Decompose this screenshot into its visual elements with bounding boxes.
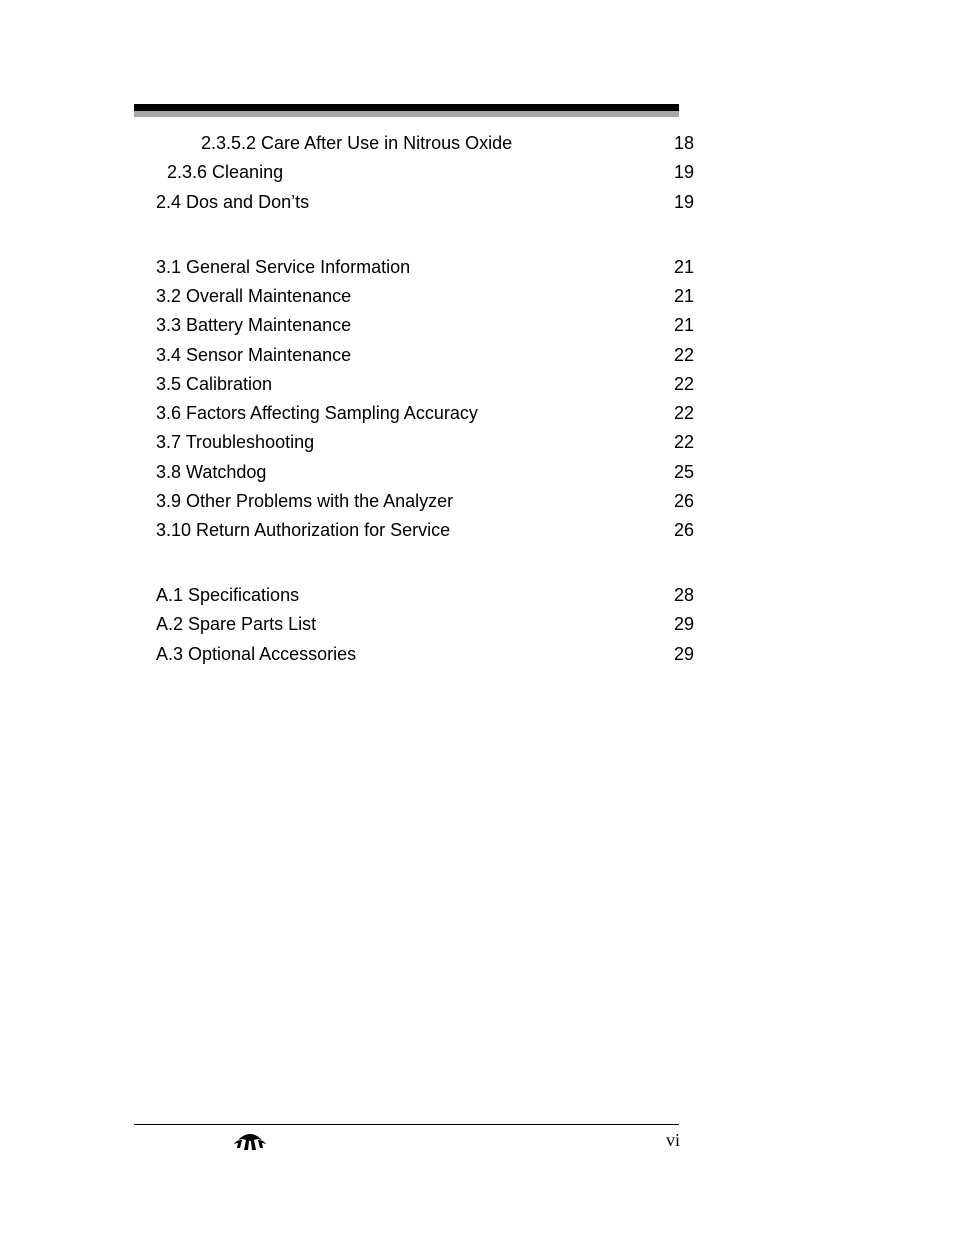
toc-entry-label: 3.1 General Service Information — [156, 257, 411, 277]
toc-entry[interactable] — [0, 583, 954, 607]
toc-entry[interactable] — [0, 612, 954, 636]
toc-entry[interactable] — [0, 190, 954, 214]
toc-entry-page: 19 — [673, 192, 694, 212]
toc-entry[interactable] — [0, 489, 954, 513]
toc-entry-label: 3.5 Calibration — [156, 374, 273, 394]
toc-entry[interactable] — [0, 642, 954, 666]
toc-entry[interactable] — [0, 255, 954, 279]
toc-entry-page: 21 — [673, 257, 694, 277]
toc-entry-page: 22 — [673, 345, 694, 365]
toc-entry-label: 3.9 Other Problems with the Analyzer — [156, 491, 454, 511]
toc-entry-label: 2.4 Dos and Don’ts — [156, 192, 310, 212]
toc-entry-page: 21 — [673, 315, 694, 335]
toc-entry-label: 3.8 Watchdog — [156, 462, 267, 482]
toc-entry-label: 2.3.6 Cleaning — [167, 162, 284, 182]
toc-entry-page: 29 — [673, 644, 694, 664]
toc-entry-page: 22 — [673, 432, 694, 452]
toc-entry-page: 18 — [673, 133, 694, 153]
page-number: vi — [665, 1130, 680, 1150]
toc-entry-label: A.3 Optional Accessories — [156, 644, 357, 664]
toc-entry[interactable] — [0, 284, 954, 308]
toc-entry[interactable] — [0, 372, 954, 396]
toc-entry-page: 22 — [673, 403, 694, 423]
toc-entry-label: 3.10 Return Authorization for Service — [156, 520, 451, 540]
toc-entry-label: A.1 Specifications — [156, 585, 300, 605]
toc-entry-label: 2.3.5.2 Care After Use in Nitrous Oxide — [201, 133, 513, 153]
toc-entry[interactable] — [0, 401, 954, 425]
header-rule-shadow — [134, 111, 679, 117]
toc-entry[interactable] — [0, 160, 954, 184]
toc-entry-page: 21 — [673, 286, 694, 306]
toc-entry[interactable] — [0, 131, 954, 155]
toc-entry[interactable] — [0, 460, 954, 484]
toc-entry-page: 22 — [673, 374, 694, 394]
toc-entry[interactable] — [0, 343, 954, 367]
toc-entry-page: 29 — [673, 614, 694, 634]
teledyne-logo-icon — [232, 1130, 268, 1152]
toc-entry[interactable] — [0, 313, 954, 337]
header-rule — [134, 104, 679, 111]
footer-rule — [134, 1124, 679, 1125]
toc-entry-label: 3.4 Sensor Maintenance — [156, 345, 352, 365]
toc-entry-label: 3.7 Troubleshooting — [156, 432, 315, 452]
toc-entry-page: 25 — [673, 462, 694, 482]
toc-entry-label: A.2 Spare Parts List — [156, 614, 317, 634]
toc-entry-label: 3.2 Overall Maintenance — [156, 286, 352, 306]
toc-entry-page: 26 — [673, 520, 694, 540]
toc-entry-page: 28 — [673, 585, 694, 605]
toc-entry-label: 3.3 Battery Maintenance — [156, 315, 352, 335]
toc-entry-page: 26 — [673, 491, 694, 511]
toc-entry[interactable] — [0, 430, 954, 454]
toc-entry-label: 3.6 Factors Affecting Sampling Accuracy — [156, 403, 478, 423]
toc-entry-page: 19 — [673, 162, 694, 182]
toc-entry[interactable] — [0, 518, 954, 542]
